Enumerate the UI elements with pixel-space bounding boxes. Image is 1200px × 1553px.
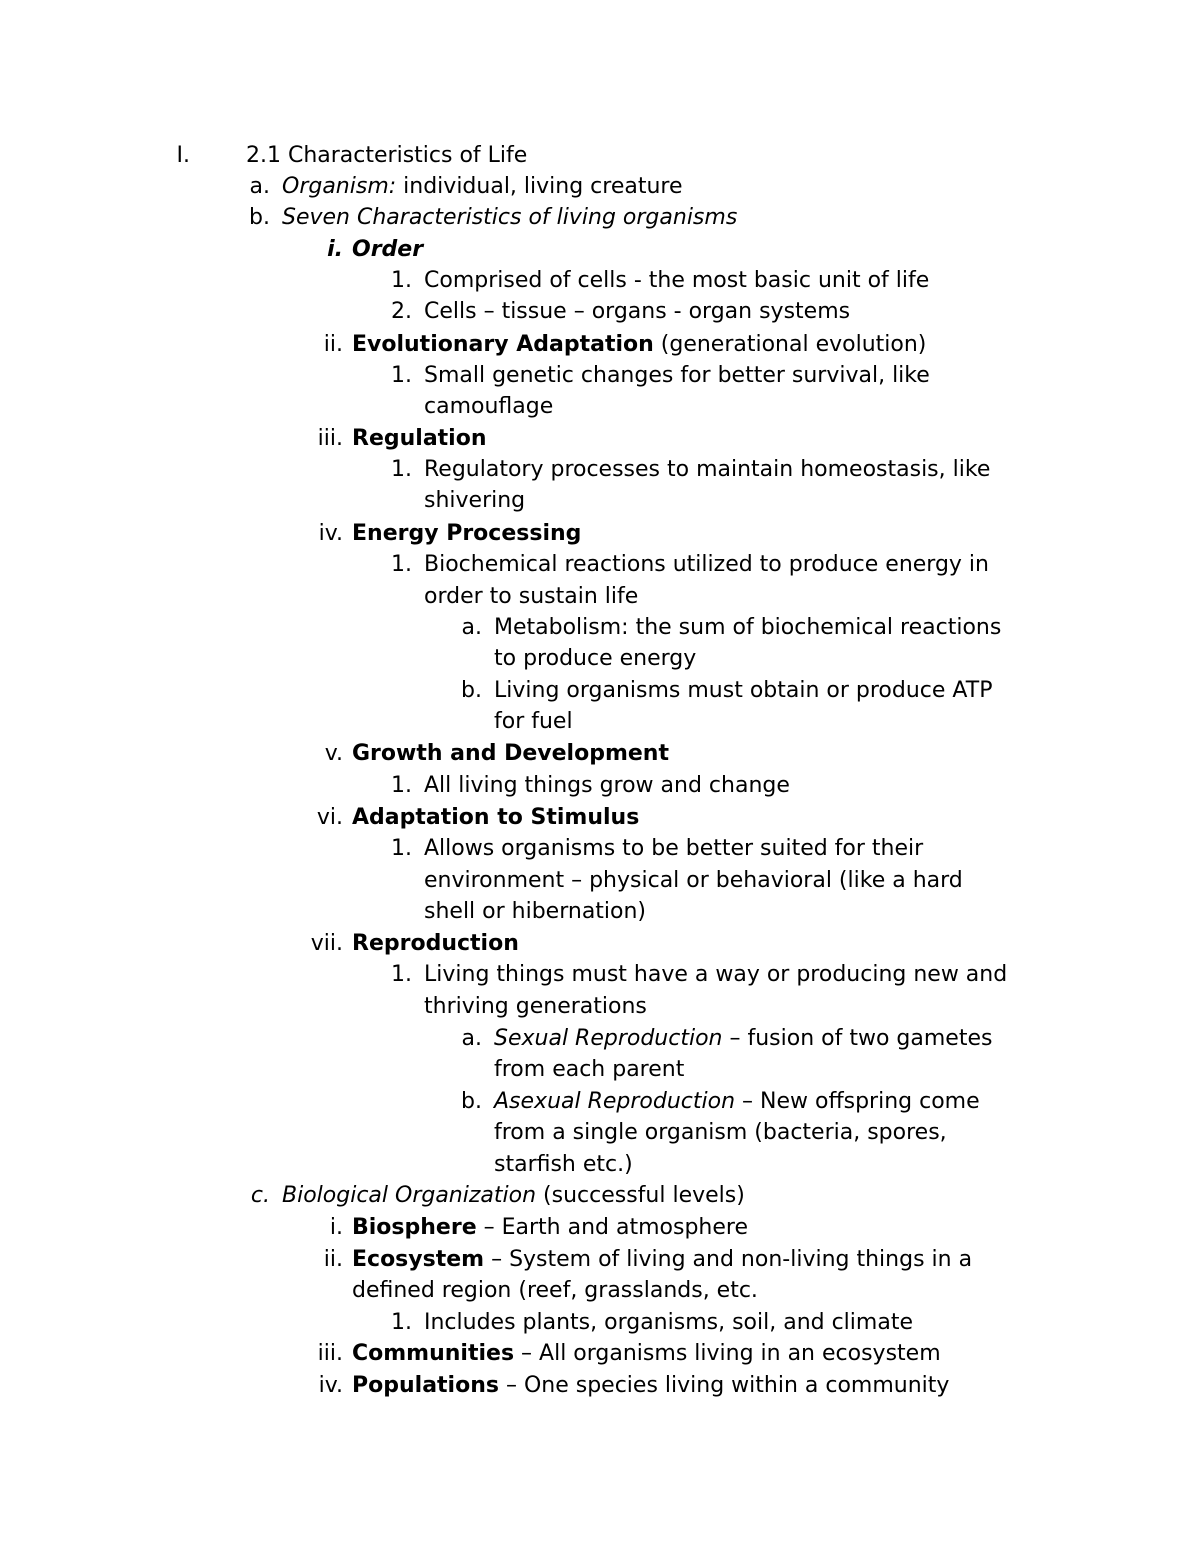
outline-line <box>0 207 1200 233</box>
outline-line <box>0 554 1200 580</box>
outline-text <box>352 743 669 765</box>
bold-term: Evolutionary Adaptation <box>352 332 654 357</box>
outline-marker: i. <box>329 1215 343 1240</box>
outline-text <box>282 1185 745 1207</box>
outline-text <box>424 996 647 1018</box>
outline-line <box>0 838 1200 864</box>
outline-marker: 1. <box>391 1310 412 1335</box>
outline-text <box>494 680 992 702</box>
outline-line <box>0 870 1200 896</box>
outline-text <box>352 523 581 545</box>
outline-line <box>0 270 1200 296</box>
outline-text <box>424 365 930 387</box>
outline-line <box>0 617 1200 643</box>
outline-text-run: camouflage <box>424 394 554 419</box>
italic-term: Asexual Reproduction <box>494 1089 736 1114</box>
outline-text-run: Living things must have a way or producing new and <box>424 962 1008 987</box>
outline-text <box>352 428 487 450</box>
bold-term: Populations <box>352 1373 499 1398</box>
outline-marker: ii. <box>323 1247 343 1272</box>
outline-text <box>424 490 525 512</box>
outline-line <box>0 1280 1200 1306</box>
outline-text <box>424 301 850 323</box>
outline-line <box>0 648 1200 674</box>
outline-line <box>0 145 1200 171</box>
outline-text-run: individual, living creature <box>396 174 683 199</box>
outline-text <box>424 901 646 923</box>
outline-text-run: (generational evolution) <box>653 332 927 357</box>
outline-text-run: Allows organisms to be better suited for their <box>424 836 924 861</box>
outline-text-run: environment – physical or behavioral (like a hard <box>424 868 963 893</box>
outline-text <box>352 933 519 955</box>
bold-term: Growth and Development <box>352 741 669 766</box>
bold-term: Ecosystem <box>352 1247 485 1272</box>
outline-text-run: shivering <box>424 488 526 513</box>
outline-line <box>0 1312 1200 1338</box>
outline-line <box>0 996 1200 1022</box>
outline-text <box>352 1343 941 1365</box>
outline-line <box>0 1028 1200 1054</box>
outline-line <box>0 1249 1200 1275</box>
bold-term: Regulation <box>352 426 487 451</box>
outline-line <box>0 1091 1200 1117</box>
outline-text <box>352 1217 748 1239</box>
outline-text <box>424 554 989 576</box>
outline-marker: i. <box>327 237 343 262</box>
outline-line <box>0 176 1200 202</box>
outline-line <box>0 1154 1200 1180</box>
outline-marker: iv. <box>318 521 343 546</box>
bold-term: Reproduction <box>352 931 519 956</box>
outline-marker: 1. <box>391 268 412 293</box>
outline-marker: b. <box>461 1089 482 1114</box>
outline-line <box>0 301 1200 327</box>
outline-line <box>0 680 1200 706</box>
italic-term: Sexual Reproduction <box>494 1026 723 1051</box>
outline-text <box>424 586 638 608</box>
outline-marker: b. <box>249 205 270 230</box>
outline-text <box>424 964 1007 986</box>
outline-line <box>0 586 1200 612</box>
outline-marker: iii. <box>317 426 343 451</box>
outline-text <box>282 176 683 198</box>
outline-text <box>494 648 696 670</box>
outline-text <box>494 711 573 733</box>
outline-text-run: defined region (reef, grasslands, etc. <box>352 1278 758 1303</box>
outline-marker: c. <box>250 1183 270 1208</box>
italic-term: Seven Characteristics of living organisms <box>282 205 738 230</box>
outline-text <box>352 1249 972 1271</box>
outline-text-run: starfish etc.) <box>494 1152 633 1177</box>
outline-text-run: to produce energy <box>494 646 697 671</box>
outline-text-run: – System of living and non-living things in a <box>484 1247 973 1272</box>
bold-term: Adaptation to Stimulus <box>352 805 640 830</box>
outline-text-run: from each parent <box>494 1057 685 1082</box>
outline-line <box>0 711 1200 737</box>
outline-line <box>0 807 1200 833</box>
outline-line <box>0 459 1200 485</box>
outline-marker: 1. <box>391 962 412 987</box>
italic-term: Organism: <box>282 174 397 199</box>
bold-term: Order <box>352 237 424 262</box>
outline-marker: iv. <box>318 1373 343 1398</box>
outline-line <box>0 901 1200 927</box>
outline-line <box>0 933 1200 959</box>
outline-line <box>0 490 1200 516</box>
outline-marker: 1. <box>391 552 412 577</box>
outline-line <box>0 775 1200 801</box>
outline-text-run: shell or hibernation) <box>424 899 647 924</box>
outline-line <box>0 239 1200 265</box>
outline-text <box>352 807 639 829</box>
outline-text-run: 2.1 Characteristics of Life <box>246 143 528 168</box>
outline-text <box>352 1280 758 1302</box>
outline-text <box>494 1091 980 1113</box>
outline-text <box>494 1059 684 1081</box>
outline-text-run: Metabolism: the sum of biochemical reactions <box>494 615 1002 640</box>
outline-text <box>424 870 963 892</box>
outline-text <box>424 838 923 860</box>
outline-text <box>424 775 790 797</box>
bold-term: Communities <box>352 1341 515 1366</box>
outline-marker: 2. <box>391 299 412 324</box>
outline-line <box>0 1375 1200 1401</box>
outline-text-run: Includes plants, organisms, soil, and climate <box>424 1310 913 1335</box>
outline-text-run: for fuel <box>494 709 573 734</box>
outline-text <box>494 1154 633 1176</box>
outline-marker: a. <box>461 1026 482 1051</box>
outline-line <box>0 428 1200 454</box>
outline-text <box>246 145 527 167</box>
outline-text <box>352 334 926 356</box>
outline-marker: 1. <box>391 773 412 798</box>
outline-marker: a. <box>461 615 482 640</box>
outline-marker: 1. <box>391 836 412 861</box>
outline-text-run: from a single organism (bacteria, spores, <box>494 1120 947 1145</box>
outline-text <box>424 1312 913 1334</box>
outline-text <box>424 396 553 418</box>
outline-text <box>352 1375 949 1397</box>
outline-text-run: Comprised of cells - the most basic unit of life <box>424 268 930 293</box>
outline-text-run: Living organisms must obtain or produce ATP <box>494 678 993 703</box>
outline-text <box>424 459 990 481</box>
outline-marker: v. <box>324 741 343 766</box>
outline-marker: vi. <box>316 805 343 830</box>
outline-text-run: All living things grow and change <box>424 773 790 798</box>
outline-text-run: Biochemical reactions utilized to produce energy in <box>424 552 989 577</box>
outline-text-run: (successful levels) <box>536 1183 745 1208</box>
italic-term: Biological Organization <box>282 1183 537 1208</box>
outline-marker: 1. <box>391 363 412 388</box>
outline-text-run: Regulatory processes to maintain homeostasis, like <box>424 457 991 482</box>
outline-text <box>494 617 1001 639</box>
outline-marker: ii. <box>323 332 343 357</box>
outline-line <box>0 1343 1200 1369</box>
outline-marker: I. <box>176 143 190 168</box>
outline-line <box>0 1185 1200 1211</box>
bold-term: Biosphere <box>352 1215 477 1240</box>
outline-marker: a. <box>249 174 270 199</box>
outline-text-run: – fusion of two gametes <box>722 1026 993 1051</box>
outline-text-run: order to sustain life <box>424 584 639 609</box>
outline-line <box>0 1122 1200 1148</box>
outline-text-run: thriving generations <box>424 994 647 1019</box>
outline-marker: vii. <box>310 931 343 956</box>
outline-text <box>424 270 929 292</box>
outline-marker: 1. <box>391 457 412 482</box>
outline-line <box>0 743 1200 769</box>
outline-text <box>282 207 737 229</box>
outline-line <box>0 523 1200 549</box>
outline-line <box>0 396 1200 422</box>
outline-text-run: – All organisms living in an ecosystem <box>514 1341 941 1366</box>
outline-text-run: Small genetic changes for better survival, like <box>424 363 930 388</box>
outline-line <box>0 365 1200 391</box>
outline-text-run: – Earth and atmosphere <box>476 1215 748 1240</box>
outline-line <box>0 1217 1200 1243</box>
outline-text-run: – One species living within a community <box>498 1373 950 1398</box>
outline-line <box>0 1059 1200 1085</box>
outline-text <box>494 1122 947 1144</box>
outline-text <box>352 239 423 261</box>
outline-text-run: – New offspring come <box>735 1089 980 1114</box>
outline-text <box>494 1028 992 1050</box>
outline-line <box>0 334 1200 360</box>
outline-marker: b. <box>461 678 482 703</box>
bold-term: Energy Processing <box>352 521 582 546</box>
outline-text-run: Cells – tissue – organs - organ systems <box>424 299 851 324</box>
outline-marker: iii. <box>317 1341 343 1366</box>
outline-line <box>0 964 1200 990</box>
